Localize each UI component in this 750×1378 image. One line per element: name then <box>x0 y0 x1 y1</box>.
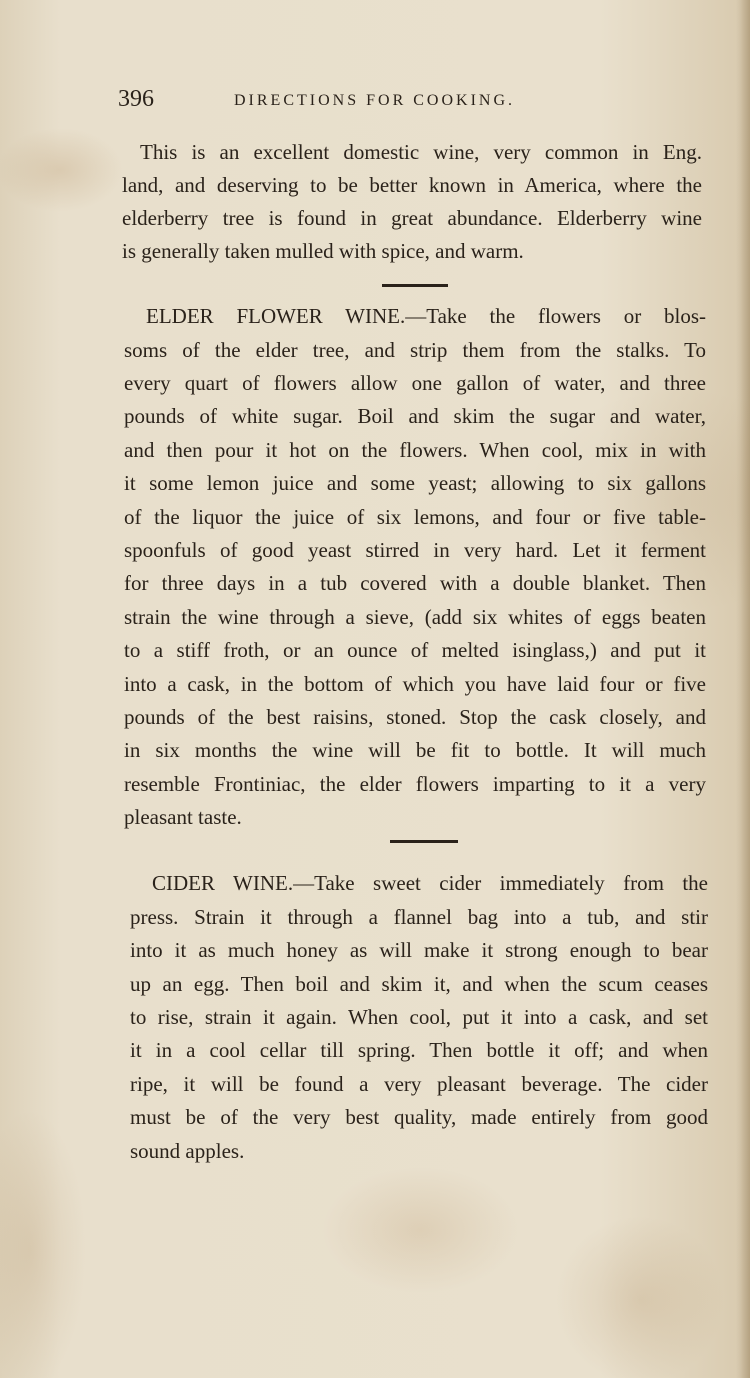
text-line: press. Strain it through a flannel bag into a tub, and stir <box>130 905 708 929</box>
text-line: and then pour it hot on the flowers. When cool, mix in with <box>124 438 706 462</box>
recipe-heading-line: CIDER WINE.—Take sweet cider immediately from the <box>152 871 708 895</box>
text-line: strain the wine through a sieve, (add six whites of eggs beaten <box>124 605 706 629</box>
text-line: it in a cool cellar till spring. Then bottle it off; and when <box>130 1038 708 1062</box>
text-line: every quart of flowers allow one gallon of water, and three <box>124 371 706 395</box>
text-line: sound apples. <box>130 1139 245 1163</box>
text-line: pleasant taste. <box>124 805 242 829</box>
text-line: land, and deserving to be better known in America, where the <box>122 173 702 197</box>
text-line: spoonfuls of good yeast stirred in very hard. Let it ferment <box>124 538 706 562</box>
text-line: into it as much honey as will make it strong enough to bear <box>130 938 708 962</box>
text-line: to rise, strain it again. When cool, put it into a cask, and set <box>130 1005 708 1029</box>
text-line: to a stiff froth, or an ounce of melted isinglass,) and put it <box>124 638 706 662</box>
text-line: is generally taken mulled with spice, and warm. <box>122 239 524 263</box>
text-line: soms of the elder tree, and strip them from the stalks. To <box>124 338 706 362</box>
text-line: ripe, it will be found a very pleasant beverage. The cider <box>130 1072 708 1096</box>
text-line: for three days in a tub covered with a double blanket. Then <box>124 571 706 595</box>
text-line: This is an excellent domestic wine, very common in Eng. <box>140 140 702 164</box>
text-line: pounds of the best raisins, stoned. Stop the cask closely, and <box>124 705 706 729</box>
page-header <box>118 86 598 116</box>
text-line: of the liquor the juice of six lemons, and four or five table- <box>124 505 706 529</box>
text-line: up an egg. Then boil and skim it, and when the scum ceases <box>130 972 708 996</box>
section-divider <box>382 284 448 287</box>
text-line: elderberry tree is found in great abundance. Elderberry wine <box>122 206 702 230</box>
text-line: must be of the very best quality, made entirely from good <box>130 1105 708 1129</box>
text-line: in six months the wine will be fit to bottle. It will much <box>124 738 706 762</box>
recipe-heading-line: ELDER FLOWER WINE.—Take the flowers or blos- <box>146 304 706 328</box>
text-line: it some lemon juice and some yeast; allowing to six gallons <box>124 471 706 495</box>
text-line: resemble Frontiniac, the elder flowers imparting to it a very <box>124 772 706 796</box>
section-divider <box>390 840 458 843</box>
running-title: DIRECTIONS FOR COOKING. <box>234 92 516 109</box>
page-number: 396 <box>118 86 154 112</box>
text-line: pounds of white sugar. Boil and skim the sugar and water, <box>124 404 706 428</box>
page-gutter-shadow <box>736 0 750 1378</box>
text-line: into a cask, in the bottom of which you have laid four or five <box>124 672 706 696</box>
